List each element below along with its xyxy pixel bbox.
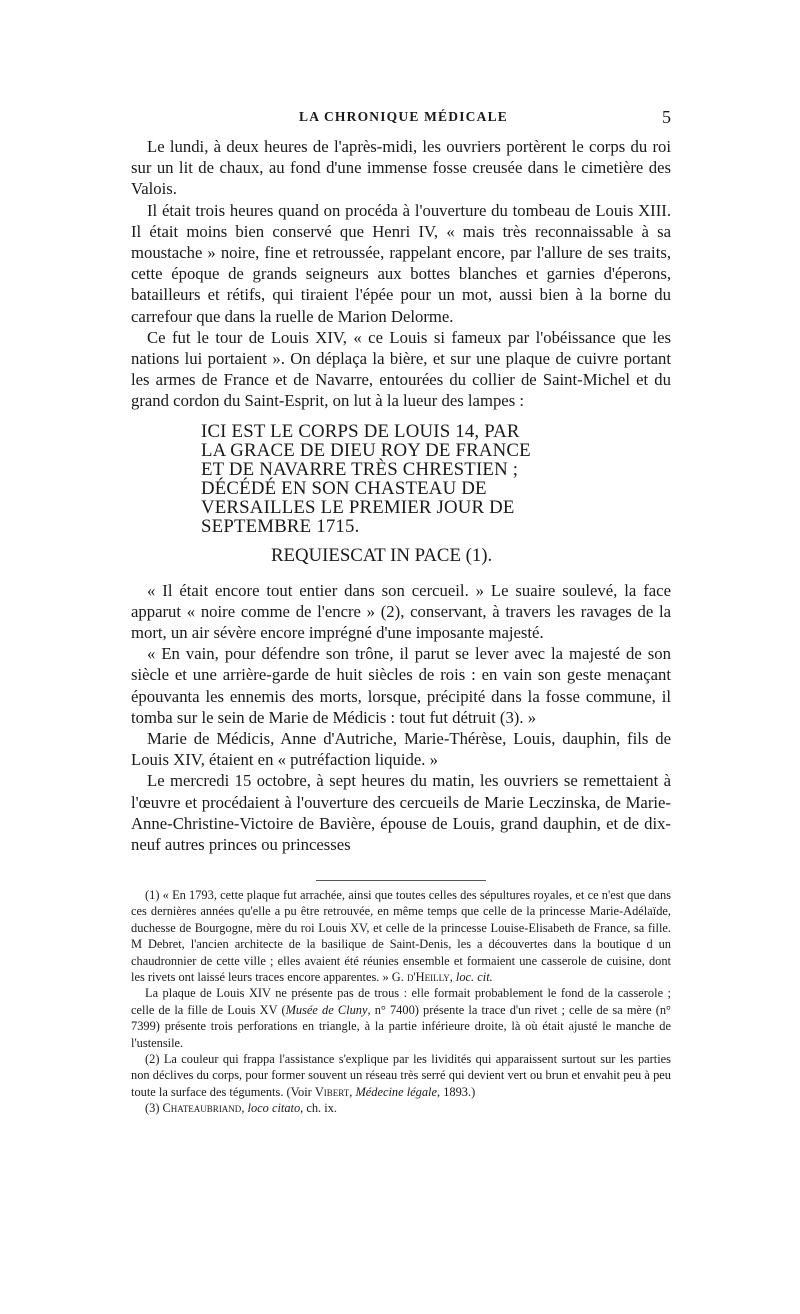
footnote-reference: Musée de Cluny: [285, 1002, 368, 1017]
footnote-text: , 1893.): [437, 1084, 476, 1099]
paragraph: « En vain, pour défendre son trône, il parut se lever avec la majesté de son siècle et une arrière-garde de huit siècles de rois : en vain son geste menaçant épouvanta les ennemis des morts, lorsque, précipité dans la fosse commune, il tomba sur le sein de Marie de Médicis : tout fut détruit (3). »: [131, 644, 671, 727]
inscription: [201, 422, 581, 536]
footnote-author: Chateaubriand: [162, 1101, 242, 1116]
footnote-1: (1) « En 1793, cette plaque fut arrachée, ainsi que toutes celles des sépultures royales, et ce n'est que dans ces dernières années qu'elle a pu être retrouvée, en même temps que celle de la princesse Marie-Adélaïde, duchesse de Bourgogne, mère du roi Louis XV, et celle de la princesse Louise-Elisabeth de France, sa fille. M Debret, l'ancien architecte de la basilique de Saint-Denis, les a découvertes dans la boutique d un chaudronnier de cette ville ; elles avaient été réunies ensemble et formaient une casserole de cuisine, dont les rivets ont laissé leurs traces encore apparentes. » G. d'Heilly, loc. cit.: [131, 888, 671, 985]
paragraph: Ce fut le tour de Louis XIV, « ce Louis si fameux par l'obéissance que les nations lui portaient ». On déplaça la bière, et sur une plaque de cuivre portant les armes de France et de Navarre, entourées du collier de Saint-Michel et du grand cordon du Saint-Esprit, on lut à la lueur des lampes :: [131, 327, 671, 411]
running-head: [131, 109, 671, 131]
footnote-author: d'Heilly: [406, 970, 450, 985]
footnote-text: , ch. ix.: [300, 1101, 337, 1116]
inscription-line: VERSAILLES LE PREMIER JOUR DE: [201, 496, 515, 518]
footnote-reference: Médecine légale: [355, 1084, 437, 1099]
footnote-text: , n° 7400) présente la trace d'un rivet ; celle de sa mère (n° 7399) présente trois perforations en triangle, à la partie inférieure droite, là où était ajusté le manche de l'ustensile.: [131, 1002, 672, 1050]
paragraph: Le lundi, à deux heures de l'après-midi, les ouvriers portèrent le corps du roi sur un lit de chaux, au fond d'une immense fosse creusée dans le cimetière des Valois.: [131, 137, 671, 199]
inscription-line: DÉCÉDÉ EN SON CHASTEAU DE: [201, 477, 487, 499]
footnote-author: Vibert: [314, 1084, 350, 1099]
footnote-reference: loc. cit.: [455, 970, 493, 985]
footnote-text: ,: [241, 1101, 248, 1116]
footnote-text: (3): [145, 1101, 163, 1116]
footnote-2: [131, 1051, 671, 1100]
inscription-line: LA GRACE DE DIEU ROY DE FRANCE: [201, 439, 531, 461]
footnote-divider: [316, 880, 486, 881]
requiescat-line: REQUIESCAT IN PACE (1).: [271, 544, 493, 566]
footnote-text: (1) « En 1793, cette plaque fut arrachée, ainsi que toutes celles des sépultures royales, et ce n'est que dans ces dernières années qu'elle a pu être retrouvée, en même temps que celle de la princesse Marie-Adélaïde, duchesse de Bourgogne, mère du roi Louis XV, et celle de la princesse Louise-Elisabeth de France, sa fille. M Debret, l'ancien architecte de la basilique de Saint-Denis, les a découvertes dans la boutique d un chaudronnier de cette ville ; elles avaient été réunies ensemble et formaient une casserole de cuisine, dont les rivets ont laissé leurs traces encore apparentes. » G.: [131, 888, 671, 985]
footnote-1-continued: [131, 985, 671, 1051]
paragraph: Marie de Médicis, Anne d'Autriche, Marie-Thérèse, Louis, dauphin, fils de Louis XIV, étaient en « putréfaction liquide. »: [131, 729, 671, 770]
journal-title: LA CHRONIQUE MÉDICALE: [299, 109, 508, 124]
inscription-line: SEPTEMBRE 1715.: [201, 515, 360, 537]
page-number: 5: [662, 107, 671, 127]
body-text: [131, 136, 671, 855]
footnotes: [131, 887, 671, 1117]
inscription-line: ET DE NAVARRE TRÈS CHRESTIEN ;: [201, 458, 519, 480]
footnote-text: ,: [349, 1084, 356, 1099]
footnote-text: (2) La couleur qui frappa l'assistance s'explique par les lividités qui apparaissent surtout sur les parties non déclives du corps, pour former souvent un réseau très serré qui devient vert ou brun et envahit peu à peu toute la surface des téguments. (Voir: [131, 1052, 671, 1099]
footnote-3: [131, 1100, 671, 1116]
paragraph: Il était trois heures quand on procéda à l'ouverture du tombeau de Louis XIII. Il était moins bien conservé que Henri IV, « mais très reconnaissable à sa moustache » noire, fine et retroussée, rappelant encore, par l'allure de ses traits, cette époque de grands seigneurs aux bottes blanches et garnies d'éperons, batailleurs et rétifs, qui tiraient l'épée pour un mot, aussi bien à la borne du carrefour que dans la ruelle de Marion Delorme.: [131, 200, 671, 326]
footnote-reference: loco citato: [247, 1101, 301, 1116]
inscription-line: ICI EST LE CORPS DE LOUIS 14, PAR: [201, 420, 520, 442]
footnote-text: La plaque de Louis XIV ne présente pas de trous : elle formait probablement le fond de la casserole ; celle de la fille de Louis XV (: [131, 986, 671, 1017]
paragraph: « Il était encore tout entier dans son cercueil. » Le suaire soulevé, la face apparut « noire comme de l'encre » (2), conservant, à travers les ravages de la mort, un air sévère encore imprégné d'une imposante majesté.: [131, 580, 671, 643]
paragraph: Le mercredi 15 octobre, à sept heures du matin, les ouvriers se remettaient à l'œuvre et procédaient à l'ouverture des cercueils de Marie Leczinska, de Marie-Anne-Christine-Victoire de Bavière, épouse de Louis, grand dauphin, et de dix-neuf autres princes ou princesses: [131, 771, 671, 855]
